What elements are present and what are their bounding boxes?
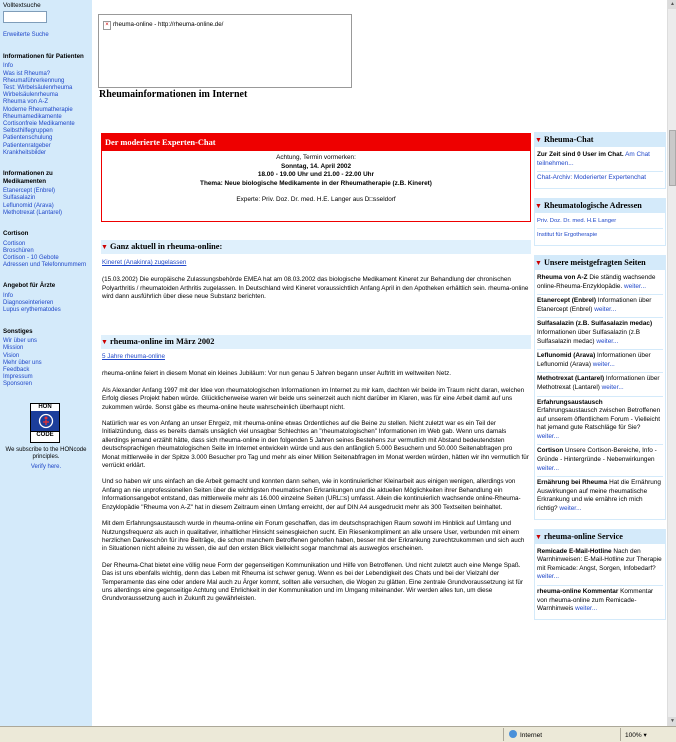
more-link[interactable]: weiter... xyxy=(596,337,619,345)
broken-image-icon: × xyxy=(103,21,111,30)
faq-entry-title: Ernährung bei Rheuma xyxy=(537,479,608,487)
faq-entry xyxy=(537,445,663,477)
sidebar-link[interactable]: Cortisonfreie Medikamente xyxy=(3,121,75,128)
faq-box xyxy=(534,270,666,520)
march-section-header xyxy=(101,335,531,349)
faq-entry-title: Leflunomid (Arava) xyxy=(537,352,596,360)
faq-entry-title: Etanercept (Enbrel) xyxy=(537,297,596,305)
service-entry xyxy=(537,586,663,617)
sidebar-link[interactable]: Sulfasalazin xyxy=(3,195,36,202)
search-input[interactable] xyxy=(3,11,47,23)
left-sidebar xyxy=(0,0,92,726)
scroll-up-icon[interactable]: ▲ xyxy=(668,0,676,9)
more-link[interactable]: weiter... xyxy=(537,573,560,581)
faq-entry-title: Methotrexat (Lantarel) xyxy=(537,375,605,383)
zone-label: Internet xyxy=(520,732,543,739)
sidebar-link[interactable]: Info xyxy=(3,63,14,70)
march-paragraph: Der Rheuma-Chat bietet eine völlig neue Form der gegenseitigen Kommunikation und Hilfe von Betroffenen. Und nicht zuletzt auch eine Menge Spaß. Das ist uns ebenfalls wichtig, denn das Leben mit Rheuma ist schwer genug. Wenn es bei der Lebendigkeit des Chats und bei der Vielzahl der Temperamente das eine oder andere Mal auch zu Ärger kommt, sollten alle versuchen, die Wogen zu glätten. Eine zentrale Grundvoraussetzung ist für uns allerdings eine gegenseitige Achtung und Ehrlichkeit in der Kommunikation und im Umgang miteinander. Wir werden alles tun, um diese Grundvoraussetzung auch in Zukunft zu gewährleisten. xyxy=(102,561,523,603)
chat-box-topic: Thema: Neue biologische Medikamente in der Rheumatherapie (z.B. Kineret) xyxy=(200,179,432,187)
right-column xyxy=(534,132,666,726)
triangle-down-icon: ▼ xyxy=(101,243,108,251)
addresses-box xyxy=(534,213,666,246)
faq-entry-text: Informationen über Leflunomid (Arava) xyxy=(537,352,651,368)
news-header-text: Ganz aktuell in rheuma-online: xyxy=(109,242,223,251)
faq-entry-text: Unsere Cortison-Bereiche, Info - Gründe - Hintergründe - Nebenwirkungen xyxy=(537,447,657,464)
faq-entry xyxy=(537,350,663,373)
status-bar xyxy=(0,726,676,742)
sidebar-section-title: Informationen für Patienten xyxy=(3,52,84,60)
chevron-down-icon: ▾ xyxy=(643,732,647,739)
sidebar-link[interactable]: Krankheitsbilder xyxy=(3,149,47,156)
addresses-header-text: Rheumatologische Adressen xyxy=(543,200,642,210)
more-link[interactable]: weiter... xyxy=(537,432,560,440)
sidebar-section xyxy=(0,170,92,217)
sidebar-section xyxy=(0,53,92,157)
sidebar-link[interactable]: Patientenratgeber xyxy=(3,142,51,149)
service-box xyxy=(534,544,666,620)
sidebar-link[interactable]: Test: Wirbelsäulenrheuma xyxy=(3,85,73,92)
chat-box-date: Sonntag, 14. April 2002 xyxy=(280,162,352,170)
rheuma-chat-box xyxy=(534,147,666,189)
sidebar-link[interactable]: Mission xyxy=(3,345,24,352)
march-paragraph: Natürlich war es von Anfang an unser Ehrgeiz, mit rheuma-online etwas Ordentliches auf die Beine zu stellen. Nicht zuletzt war es ein Teil der Initialzündung, dass es bereits damals unsäglich viel unsagbar Schlechtes an "rheumatologischen" Informationen im Web gab. Wenn uns damals allerdings jemand erzählt hätte, dass sich rheuma-online in den folgenden 5 Jahren seines Bestehens zur vermutlich mit Abstand bedeutendsten deutschsprachigen rheumatologischen Seite im Internet entwickeln würde und aus den anfänglich 5.000 Besuchern und 50.000 Seitenabfragen pro Monat mittlerweile in der Spitze 3.000 Besucher pro Tag und mehr als einer Million Seitenabfragen im Monat werden würden, hätten wir ihn vermutlich für verrückt erklärt. xyxy=(102,420,529,470)
march-article xyxy=(102,353,530,612)
more-link[interactable]: weiter... xyxy=(594,305,617,313)
page-title: Rheumainformationen im Internet xyxy=(99,89,248,100)
addresses-header xyxy=(534,198,666,213)
sidebar-link[interactable]: Cortison xyxy=(3,240,26,247)
sidebar-link[interactable]: Rheuma von A-Z xyxy=(3,99,49,106)
more-link[interactable]: weiter... xyxy=(575,605,598,613)
faq-entry-title: Sulfasalazin (z.B. Sulfasalazin medac) xyxy=(537,320,653,328)
sidebar-link[interactable]: Adressen und Telefonnummern xyxy=(3,262,87,269)
more-link[interactable]: weiter... xyxy=(592,360,615,368)
service-entry-text: Kommentar von rheuma-online zum Remicade-Warnhinweis xyxy=(537,588,654,613)
chat-join-link[interactable]: Am Chat teilnehmen... xyxy=(537,151,650,167)
more-link[interactable]: weiter... xyxy=(537,464,560,472)
banner-image[interactable] xyxy=(98,14,352,88)
march-paragraph: Und so haben wir uns einfach an die Arbeit gemacht und konnten dann sehen, wie in kontinuierlicher Kleinarbeit aus einigen wenigen, allerdings von Anfang an nie unprofessionellen Seiten über die wichtigsten rheumatischen Erkrankungen und die aktuellen Möglichkeiten ihrer Behandlung ein Informationsangebot entstand, das mittlerweile mehr als 16.000 einzelne Seiten (URL□s) umfasst. Allein die kontinuierlich wachsende online-Rheuma-Enzyklopädie "Rheuma von A-Z" hat in diesem Zeitraum einen Umfang erreicht, der auf DIN A4 ausgedruckt mehr als 300 Textseiten beinhaltet. xyxy=(102,478,521,511)
verify-link[interactable]: Verify here. xyxy=(30,464,62,471)
faq-entry-text: Hat die Ernährung Auswirkungen auf meine rheumatische Erkrankung und wie ernähre ich mich richtig? xyxy=(537,479,661,513)
search-label: Volltextsuche xyxy=(3,2,41,9)
triangle-down-icon: ▼ xyxy=(535,136,542,144)
faq-entry-title: Rheuma von A-Z xyxy=(537,273,588,281)
faq-entry xyxy=(537,397,663,446)
address-link[interactable]: Priv. Doz. Dr. med. H.E Langer xyxy=(537,215,663,230)
zoom-label: 100% xyxy=(625,732,642,739)
globe-icon xyxy=(509,730,517,738)
sidebar-link[interactable]: Sponsoren xyxy=(3,381,33,388)
triangle-down-icon: ▼ xyxy=(535,532,542,541)
chat-box-expert: Experte: Priv. Doz. Dr. med. H.E. Langer aus D□sseldorf xyxy=(236,196,396,204)
faq-entry xyxy=(537,295,663,318)
faq-entry-text: Erfahrungsaustausch zwischen Betroffenen auf unserem öffentlichem Forum - Vielleicht hat jemand gute Ratschläge für Sie? xyxy=(537,407,661,432)
march-paragraph: rheuma-online feiert in diesem Monat ein kleines Jubiläum: Vor nun genau 5 Jahren begann unser Auftritt im weltweiten Netz. xyxy=(102,370,451,378)
rheuma-chat-header-text: Rheuma-Chat xyxy=(543,135,594,144)
triangle-down-icon: ▼ xyxy=(535,258,542,267)
faq-entry-text: Informationen über Etanercept (Enbrel) xyxy=(537,297,652,313)
hon-logo-bottom: CODE xyxy=(31,431,59,439)
march-header-text: rheuma-online im März 2002 xyxy=(109,337,215,346)
triangle-down-icon: ▼ xyxy=(535,201,542,210)
news-article xyxy=(102,259,530,310)
chat-box-notice: Achtung, Termin vormerken: xyxy=(276,154,356,161)
vertical-scrollbar[interactable] xyxy=(667,0,676,726)
sidebar-link[interactable]: Rheumamedikamente xyxy=(3,113,62,120)
march-paragraph: Als Alexander Anfang 1997 mit der Idee von rheumatologischen Informationen im Internet zu mir kam, dachten wir beide im Traum nicht daran, welchen Erfolg dieses Projekt haben würde. Glücklicherweise waren wir beide uns seinerzeit auch nicht darüber im Klaren, was für eine Arbeit damit auf uns zukommen würde. Sonst gäbe es rheuma-online heute wahrscheinlich überhaupt nicht. xyxy=(102,386,525,411)
service-entry xyxy=(537,546,663,586)
advanced-search-link[interactable]: Erweiterte Suche xyxy=(3,32,49,39)
service-entry-title: Remicade E-Mail-Hotline xyxy=(537,547,612,555)
sidebar-section-title: Informationen zu Medikamenten xyxy=(3,170,53,185)
news-text: (15.03.2002) Die europäische Zulassungsbehörde EMEA hat am 08.03.2002 das biologische Medikament Kineret zur Behandlung der chronischen Polyarthritis / rheumatoiden Arthritis zugelassen. In Deutschland wird Kineret voraussichtlich Anfang April in den Apotheken erhältlich sein. rheuma-online wird dann ausführlich über diese neue Substanz berichten. xyxy=(102,276,529,301)
scroll-thumb[interactable] xyxy=(669,130,676,186)
faq-entry xyxy=(537,272,663,295)
zoom-control[interactable] xyxy=(620,728,647,741)
news-subtitle-link[interactable]: Kineret (Anakinra) zugelassen xyxy=(102,259,187,266)
service-header-text: rheuma-online Service xyxy=(543,531,623,541)
honcode-logo[interactable] xyxy=(30,403,60,443)
chat-box-header: Der moderierte Experten-Chat xyxy=(102,134,530,151)
expert-chat-box xyxy=(101,133,531,222)
faq-entry-title: Erfahrungsaustausch xyxy=(537,398,603,406)
hon-figure-icon xyxy=(31,411,59,431)
sidebar-link[interactable]: Cortison - 10 Gebote xyxy=(3,255,59,262)
hon-note: We subscribe to the HONcode principles. xyxy=(5,446,87,461)
sidebar-link[interactable]: Rheumaführerkennung xyxy=(3,77,65,84)
sidebar-link[interactable]: Info xyxy=(3,293,14,300)
sidebar-link[interactable]: Vision xyxy=(3,352,20,359)
sidebar-link[interactable]: Wir über uns xyxy=(3,338,38,345)
faq-header-text: Unsere meistgefragten Seiten xyxy=(543,257,646,267)
service-entry-text: Nach den Warnhinweisen: E-Mail-Hotline zur Therapie mit Remicade: Angst, Sorgen, Infobedarf? xyxy=(537,547,662,572)
triangle-down-icon: ▼ xyxy=(101,338,108,346)
sidebar-section-title: Angebot für Ärzte xyxy=(3,282,56,290)
service-header xyxy=(534,529,666,544)
faq-entry-title: Cortison xyxy=(537,447,564,455)
more-link[interactable]: weiter... xyxy=(624,282,647,290)
sidebar-section xyxy=(0,282,92,314)
hon-logo-top: HON xyxy=(31,404,59,411)
sidebar-link[interactable]: Selbsthilfegruppen xyxy=(3,128,53,135)
more-link[interactable]: weiter... xyxy=(601,383,624,391)
faq-entry-text: Informationen über Methotrexat (Lantarel) xyxy=(537,375,660,391)
sidebar-link[interactable]: Diagnoseinterieren xyxy=(3,300,54,307)
sidebar-link[interactable]: Was ist Rheuma? xyxy=(3,70,51,77)
rheuma-chat-header xyxy=(534,132,666,147)
address-link[interactable]: Institut für Ergotherapie xyxy=(537,232,598,239)
sidebar-link[interactable]: Lupus erythematodes xyxy=(3,307,61,314)
chat-status: Zur Zeit sind 0 User im Chat. xyxy=(537,151,624,158)
march-subtitle-link[interactable]: 5 Jahre rheuma-online xyxy=(102,353,166,360)
sidebar-link[interactable]: Methotrexat (Lantarel) xyxy=(3,209,63,216)
sidebar-link[interactable]: Wirbelsäulenrheuma xyxy=(3,92,59,99)
security-zone xyxy=(503,728,542,741)
faq-header xyxy=(534,255,666,270)
chat-archive-link[interactable]: Chat-Archiv: Moderierter Expertenchat xyxy=(537,174,647,182)
sidebar-link[interactable]: Moderne Rheumatherapie xyxy=(3,106,73,113)
news-section-header xyxy=(101,240,531,254)
sidebar-sections xyxy=(0,53,92,389)
sidebar-link[interactable]: Etanercept (Enbrel) xyxy=(3,188,56,195)
more-link[interactable]: weiter... xyxy=(559,505,582,513)
faq-entry-text: Informationen über Sulfasalazin (z.B Sulfasalazin medac) xyxy=(537,328,641,345)
scroll-down-icon[interactable]: ▼ xyxy=(668,717,676,726)
sidebar-section-title: Cortison xyxy=(3,230,29,238)
sidebar-section xyxy=(0,230,92,269)
chat-box-time: 18.00 - 19.00 Uhr und 21.00 - 22.00 Uhr xyxy=(257,171,375,179)
sidebar-link[interactable]: Mehr über uns xyxy=(3,359,42,366)
faq-entry xyxy=(537,477,663,516)
faq-entry xyxy=(537,318,663,350)
sidebar-link[interactable]: Broschüren xyxy=(3,247,34,254)
faq-entry-text: Die ständig wachsende online-Rheuma-Enzyklopädie. xyxy=(537,273,656,290)
faq-entry xyxy=(537,373,663,396)
sidebar-link[interactable]: Impressum xyxy=(3,374,33,381)
sidebar-link[interactable]: Feedback xyxy=(3,367,30,374)
sidebar-link[interactable]: Patientenschulung xyxy=(3,135,53,142)
sidebar-section xyxy=(0,328,92,389)
sidebar-section-title: Sonstiges xyxy=(3,327,33,335)
service-entry-title: rheuma-online Kommentar xyxy=(537,588,619,595)
sidebar-link[interactable]: Leflunomid (Arava) xyxy=(3,202,54,209)
march-paragraph: Mit dem Erfahrungsaustausch wurde in rheuma-online ein Forum geschaffen, das im deutschsprachigen Raum sowohl im Hinblick auf Umfang und Nutzungsfrequenz als auch in qualitativer, inhaltlicher Hinsicht seinesgleichen sucht. Ein Riesenkompliment an alle unsere User, verbunden mit einem herzlichen Dankeschön für ihre Beiträge, die schon manchem Betroffenen geholfen haben, besser mit der Erkrankung zurechtzukommen und sich auch in Situationen nicht alleine zu wissen, die auf den ersten Blick vielleicht sogar manchmal als ausweglos erscheinen. xyxy=(102,520,525,553)
banner-alt-text: rheuma-online - http://rheuma-online.de/ xyxy=(113,21,224,28)
